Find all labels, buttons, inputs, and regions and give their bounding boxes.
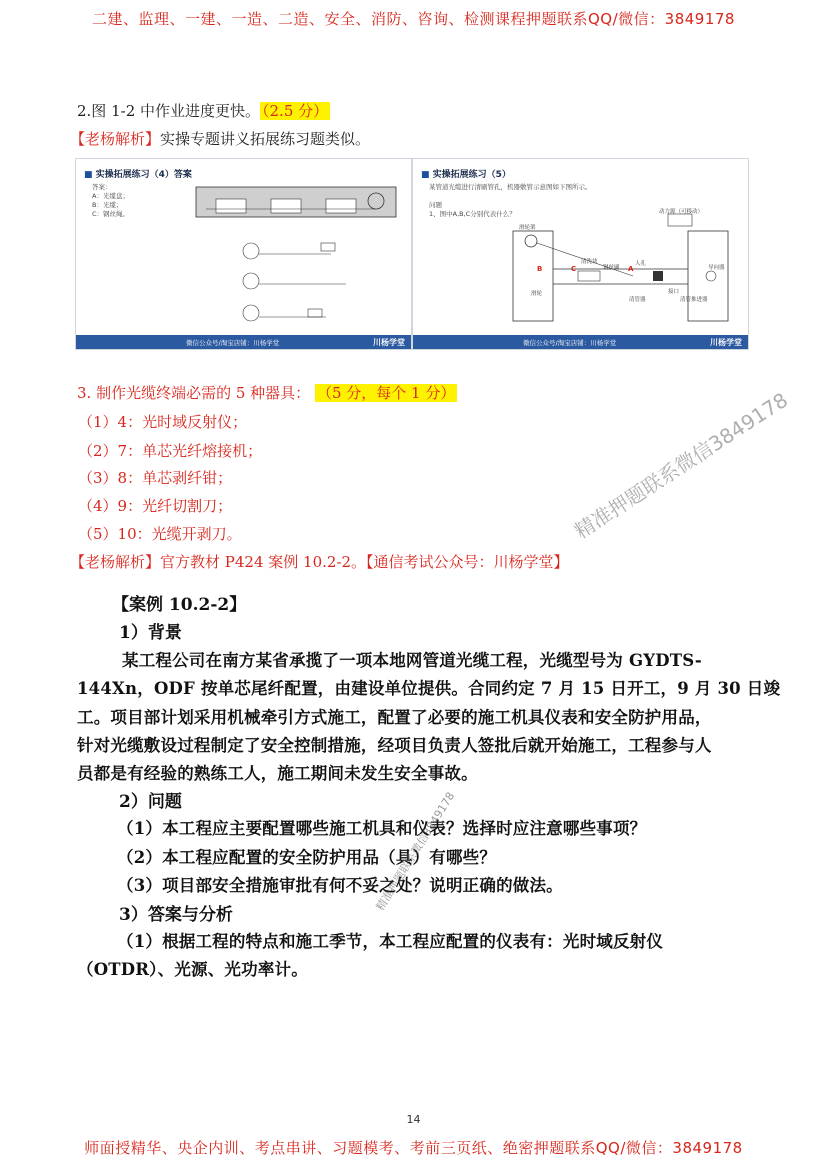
label-a: A (628, 265, 634, 273)
bottom-banner: 师面授精华、央企内训、考点串讲、习题模考、考前三页纸、绝密押题联系QQ/微信：3849178 (84, 1139, 743, 1157)
case-answer-1: （1）根据工程的特点和施工季节，本工程应配置的仪表有：光时域反射仪 (117, 932, 664, 951)
label-b: B (537, 265, 543, 273)
slide-right-brand: 川杨学堂 (710, 338, 742, 347)
label-cleaning-block: 清洗块 (581, 259, 598, 265)
q3-item-4: （4）9：光纤切割刀； (78, 497, 233, 515)
question-3 (77, 382, 457, 404)
question-2-score: （2.5 分） (262, 102, 329, 120)
question-2-text: 2.图 1-2 中作业进度更快。 (77, 102, 261, 120)
q3-item-1: （1）4：光时域反射仪； (78, 413, 248, 431)
analysis-2-tag: 【老杨解析】 (70, 553, 161, 571)
slide-right (412, 158, 749, 350)
case-q-heading: 2）问题 (119, 792, 182, 812)
label-manhole: 人孔 (635, 261, 647, 267)
case-bg-heading: 1）背景 (119, 623, 182, 643)
analysis-2-text: 官方教材 P424 案例 10.2-2。【通信考试公众号：川杨学堂】 (160, 553, 569, 571)
slide-left-title: ■ 实操拓展练习（4）答案 (84, 167, 192, 180)
slide-right-body: 某管道光缆进行清刷管孔，机器敷管示意图如下图所示。 问题 1、图中A,B,C分别代表什么？ (429, 183, 592, 218)
label-guide: 导向器 (708, 265, 725, 271)
slide-left-diagram (76, 159, 411, 349)
slide-left-footer (76, 335, 411, 349)
watermark-small: 精准押题联系微信3849178 (373, 789, 458, 913)
slide-left-footer-text: 微信公众号/淘宝店铺：川杨学堂 (186, 339, 280, 347)
case-bg-line-5: 员都是有经验的熟练工人，施工期间未发生安全事故。 (77, 764, 478, 783)
case-bg-line-2: 144Xn，ODF 按单芯尾纤配置，由建设单位提供。合同约定 7 月 15 日开工，9 月 30 日竣 (77, 679, 781, 698)
q3-item-3: （3）8：单芯剥纤钳； (78, 469, 233, 487)
label-pipe-cleaner: 清管器 (629, 297, 646, 303)
case-bg-line-4: 针对光缆敷设过程制定了安全控制措施，经项目负责人签批后就开始施工，工程参与人 (77, 736, 712, 755)
case-title: 【案例 10.2-2】 (112, 595, 247, 615)
top-banner: 二建、监理、一建、一造、二造、安全、消防、咨询、检测课程押题联系QQ/微信：3849178 (92, 10, 735, 28)
case-answer-2: （OTDR）、光源、光功率计。 (77, 960, 308, 979)
q3-item-5: （5）10：光缆开剥刀。 (78, 525, 242, 543)
analysis-1-tag: 【老杨解析】 (70, 130, 161, 148)
analysis-1-text: 实操专题讲义拓展练习题类似。 (160, 130, 371, 148)
label-pulley: 滑轮 (531, 291, 543, 297)
question-3-text: 3. 制作光缆终端必需的 5 种器具： (77, 384, 311, 402)
page-number: 14 (406, 1113, 421, 1126)
label-pulley-frame: 滑轮架 (519, 225, 536, 231)
question-3-score: （5 分，每个 1 分） (316, 384, 456, 402)
slide-left (75, 158, 412, 350)
case-question-2: （2）本工程应配置的安全防护用品（具）有哪些？ (117, 848, 497, 867)
label-power-source: 动力源（可移动） (659, 209, 704, 215)
watermark-large: 精准押题联系微信3849178 (570, 387, 793, 544)
slide-left-brand: 川杨学堂 (373, 338, 405, 347)
q3-item-2: （2）7：单芯光纤熔接机； (78, 442, 263, 460)
analysis-2 (70, 551, 569, 573)
case-a-heading: 3）答案与分析 (119, 905, 233, 925)
question-2 (77, 100, 330, 122)
slide-right-footer-text: 微信公众号/淘宝店铺：川杨学堂 (523, 339, 617, 347)
label-joint: 接口 (668, 289, 680, 295)
slide-right-title: ■ 实操拓展练习（5） (421, 167, 511, 180)
label-wire-brush: 钢丝刷 (603, 265, 620, 271)
analysis-1 (70, 128, 370, 150)
label-c: C (571, 265, 577, 273)
case-scan (77, 582, 781, 979)
slide-right-labels (413, 159, 748, 349)
case-bg-line-1: 某工程公司在南方某省承揽了一项本地网管道光缆工程，光缆型号为 GYDTS- (122, 651, 702, 670)
case-question-1: （1）本工程应主要配置哪些施工机具和仪表？选择时应注意哪些事项？ (117, 819, 647, 838)
slide-left-body: 答案： A：光缆盘； B：光缆； C：钢丝绳。 (92, 183, 130, 218)
label-pusher: 清管推进器 (680, 297, 708, 303)
case-question-3: （3）项目部安全措施审批有何不妥之处？说明正确的做法。 (117, 876, 563, 895)
case-bg-line-3: 工。项目部计划采用机械牵引方式施工，配置了必要的施工机具仪表和安全防护用品， (77, 708, 712, 727)
